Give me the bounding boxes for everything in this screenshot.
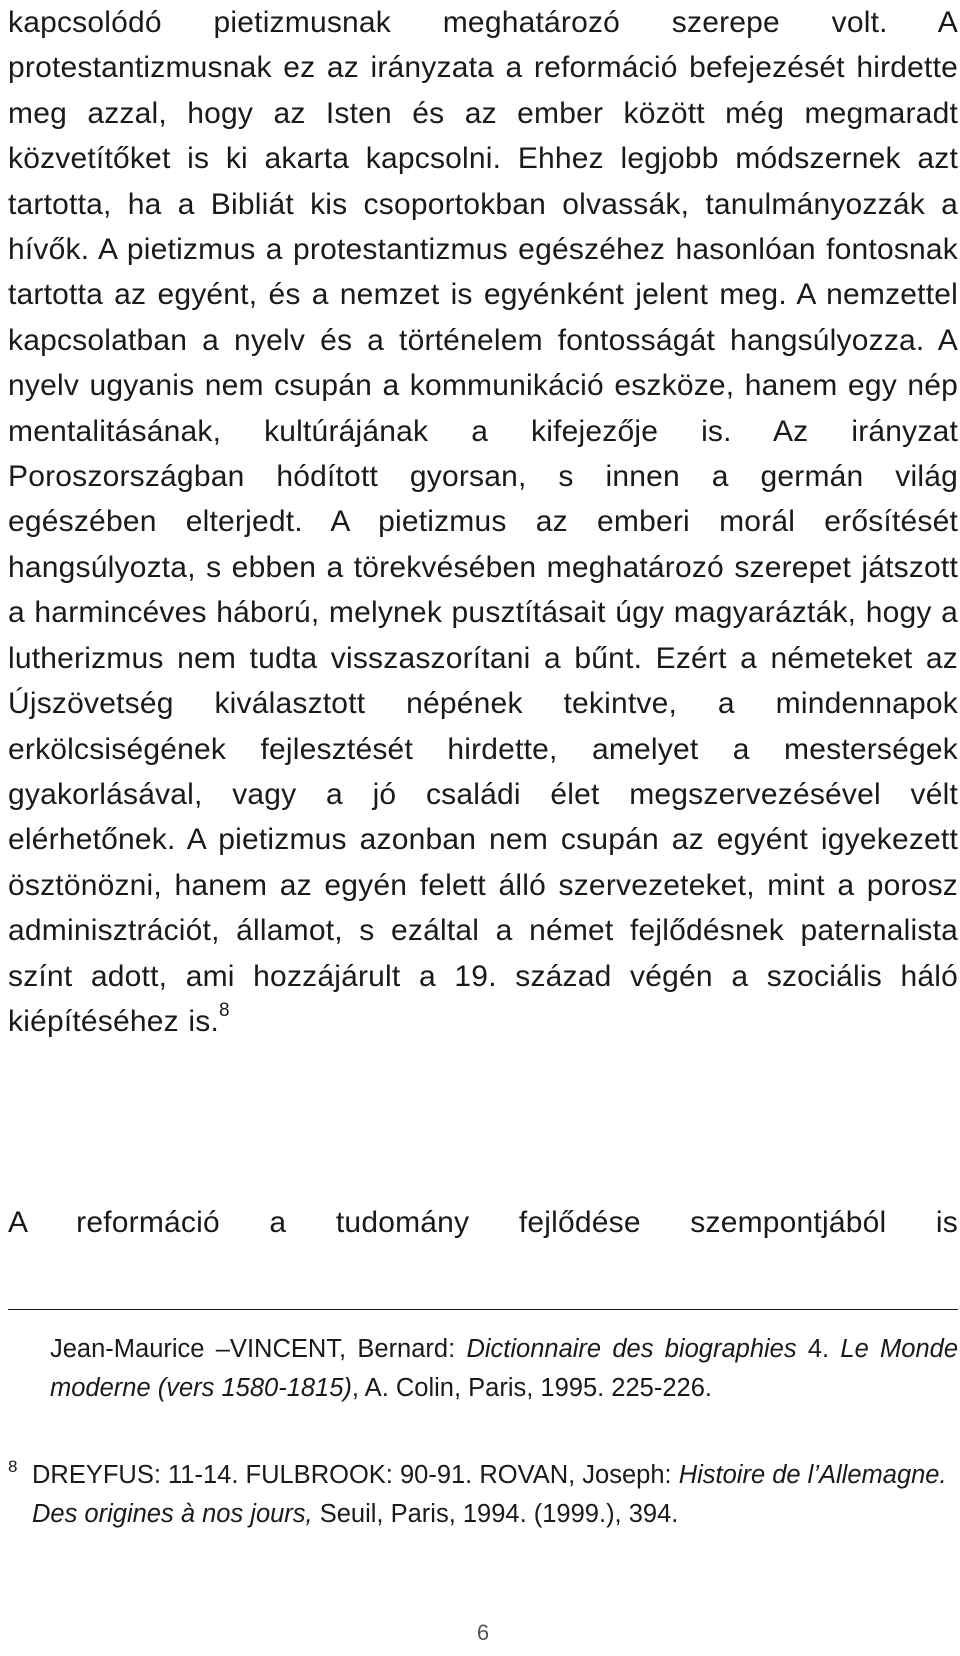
- footnote-1-title: Dictionnaire des biographies: [466, 1335, 797, 1363]
- footnote-1-text-b: 4.: [796, 1335, 841, 1363]
- document-page: [8, 0, 958, 1656]
- footnote-2: [8, 1456, 958, 1533]
- page-number: 6: [476, 1620, 490, 1645]
- paragraph-1-text: kapcsolódó pietizmusnak meghatározó szerepe volt. A protestantizmusnak ez az irányzata a reformáció befejezését hirdette meg azzal, hogy az Isten és az ember között még megmaradt közvetítőket is ki akarta kapcsolni. Ehhez legjobb módszernek azt tartotta, ha a Bibliát kis csoportokban olvassák, tanulmányozzák a hívők. A pietizmus a protestantizmus egészéhez hasonlóan fontosnak tartotta az egyént, és a nemzet is egyénként jelent meg. A nemzettel kapcsolatban a nyelv és a történelem fontosságát hangsúlyozza. A nyelv ugyanis nem csupán a kommunikáció eszköze, hanem egy nép mentalitásának, kultúrájának a kifejezője is. Az irányzat Poroszországban hódított gyorsan, s innen a germán világ egészében elterjedt. A pietizmus az emberi morál erősítését hangsúlyozta, s ebben a törekvésében meghatározó szerepet játszott a harmincéves háború, melynek pusztításait úgy magyarázták, hogy a lutherizmus nem tudta visszaszorítani a bűnt. Ezért a németeket az Újszövetség kiválasztott népének tekintve, a mindennapok erkölcsiségének fejlesztését hirdette, amelyet a mesterségek gyakorlásával, vagy a jó családi élet megszervezésével vélt elérhetőnek. A pietizmus azonban nem csupán az egyént igyekezett ösztönözni, hanem az egyén felett álló szervezeteket, mint a porosz adminisztrációt, államot, s ezáltal a német fejlődésnek paternalista színt adott, ami hozzájárult a 19. század végén a szociális háló kiépítéséhez is.: [8, 6, 959, 1038]
- footnote-2-mark: 8: [8, 1457, 18, 1476]
- footnote-1-body: [50, 1330, 958, 1407]
- footnote-2-text-b: Seuil, Paris, 1994. (1999.), 394.: [312, 1499, 679, 1528]
- footnote-1-subtitle: Le Monde moderne (vers 1580-1815): [50, 1335, 959, 1402]
- footnote-1: [8, 1330, 958, 1407]
- body-paragraph-1: [8, 0, 958, 1044]
- footnote-separator: [8, 1309, 958, 1310]
- paragraph-2-text: A reformáció a tudomány fejlődése szempontjából is: [8, 1206, 958, 1239]
- footnote-1-text-a: Jean-Maurice –VINCENT, Bernard:: [50, 1335, 467, 1363]
- footnote-reference-8[interactable]: 8: [218, 999, 230, 1021]
- footnote-1-text-c: , A. Colin, Paris, 1995. 225-226.: [351, 1373, 712, 1402]
- footnote-2-title: Histoire de l’Allemagne. Des origines à nos jours,: [32, 1461, 947, 1528]
- footnote-2-text-a: DREYFUS: 11-14. FULBROOK: 90-91. ROVAN, Joseph:: [32, 1461, 679, 1489]
- footnote-2-body: [32, 1456, 958, 1533]
- body-paragraph-2: [8, 1200, 958, 1245]
